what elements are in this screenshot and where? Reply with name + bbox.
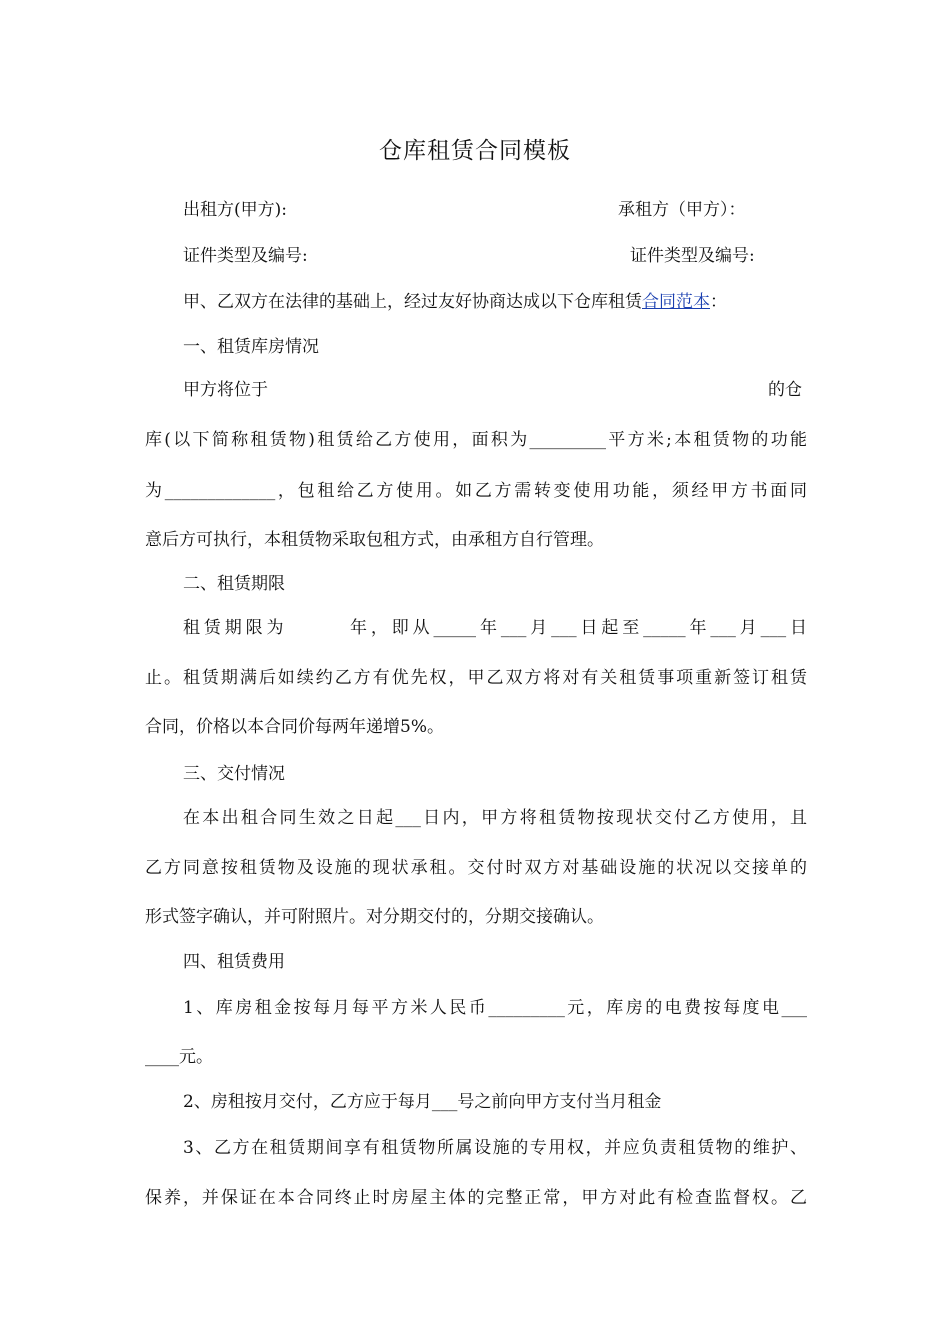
contract-template-link[interactable]: 合同范本 — [642, 292, 710, 312]
section2-heading: 二、租赁期限 — [183, 574, 285, 594]
id-label-right: 证件类型及编号: — [630, 246, 755, 266]
section4-item3-line2: 保养，并保证在本合同终止时房屋主体的完整正常，甲方对此有检查监督权。乙 — [145, 1188, 807, 1208]
section4-item2: 2、房租按月交付，乙方应于每月___号之前向甲方支付当月租金 — [183, 1092, 662, 1112]
section1-heading: 一、租赁库房情况 — [183, 337, 319, 357]
section1-line1-right: 的仓 — [768, 380, 802, 400]
section1-line3: 为_____________，包租给乙方使用。如乙方需转变使用功能，须经甲方书面同 — [145, 481, 807, 501]
section2-line3: 合同，价格以本合同价每两年递增5%。 — [145, 717, 444, 737]
section2-line2: 止。租赁期满后如续约乙方有优先权，甲乙双方将对有关租赁事项重新签订租赁 — [145, 668, 807, 688]
section4-heading: 四、租赁费用 — [183, 952, 285, 972]
section3-line3: 形式签字确认，并可附照片。对分期交付的，分期交接确认。 — [145, 907, 604, 927]
section1-line2: 库(以下简称租赁物)租赁给乙方使用，面积为_________平方米;本租赁物的功能 — [145, 430, 807, 450]
id-label-left: 证件类型及编号: — [183, 246, 308, 266]
section1-line1-left: 甲方将位于 — [183, 380, 268, 400]
intro-end: ： — [710, 292, 727, 312]
document-title: 仓库租赁合同模板 — [379, 138, 571, 164]
section2-line1: 租赁期限为 年，即从_____年___月___日起至_____年___月___日 — [183, 618, 807, 638]
section3-line1: 在本出租合同生效之日起___日内，甲方将租赁物按现状交付乙方使用，且 — [183, 808, 807, 828]
section3-line2: 乙方同意按租赁物及设施的现状承租。交付时双方对基础设施的状况以交接单的 — [145, 858, 807, 878]
section1-line4: 意后方可执行，本租赁物采取包租方式，由承租方自行管理。 — [145, 530, 604, 550]
section3-heading: 三、交付情况 — [183, 764, 285, 784]
lessee-label: 承租方（甲方）： — [618, 200, 746, 220]
intro-text: 甲、乙双方在法律的基础上，经过友好协商达成以下仓库租赁 — [183, 292, 642, 312]
intro-paragraph — [183, 290, 727, 314]
section4-item3-line1: 3、乙方在租赁期间享有租赁物所属设施的专用权，并应负责租赁物的维护、 — [183, 1138, 807, 1158]
section4-item1-line1: 1、库房租金按每月每平方米人民币_________元，库房的电费按每度电___ — [183, 998, 807, 1018]
section4-item1-line2: ____元。 — [145, 1047, 213, 1067]
lessor-label: 出租方(甲方): — [183, 200, 287, 220]
